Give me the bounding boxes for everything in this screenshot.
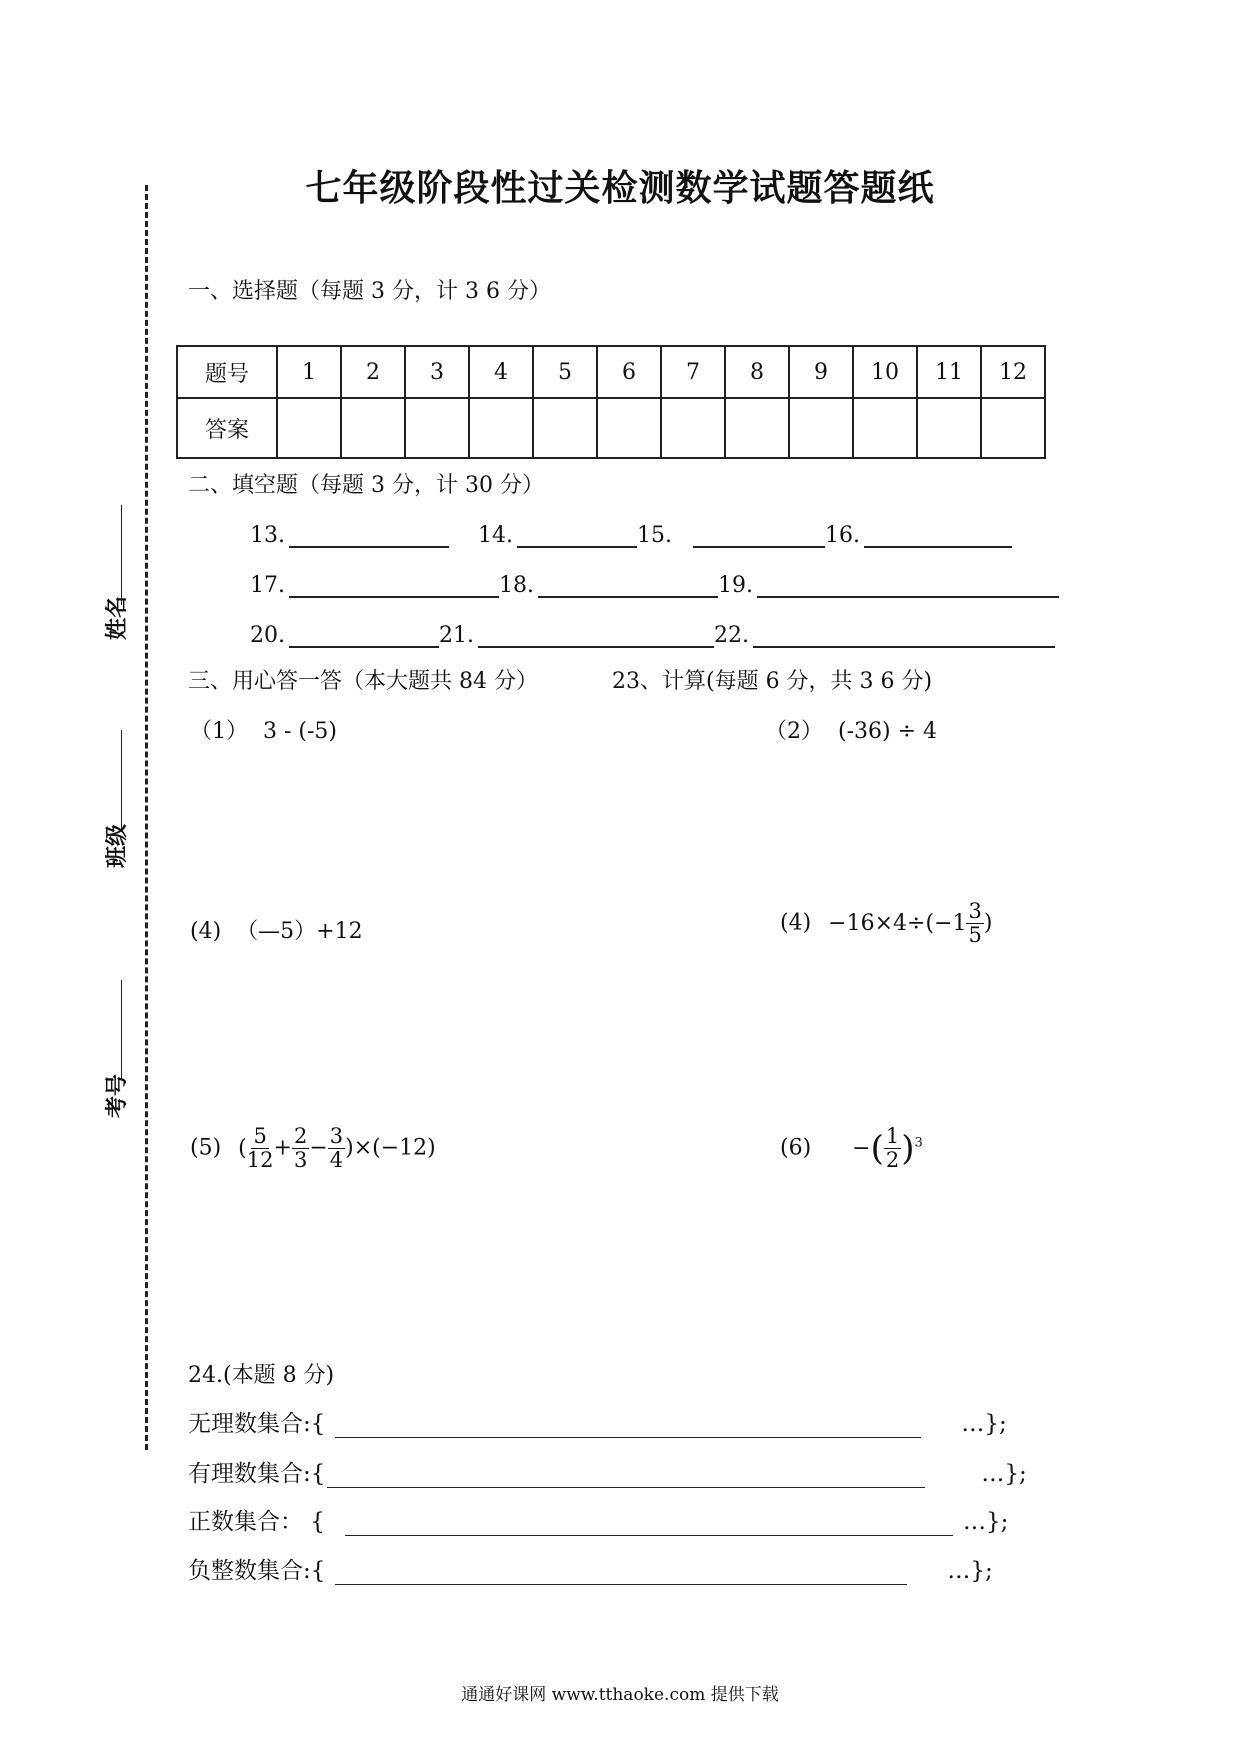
fill-item-label: 14.	[478, 523, 513, 548]
fraction-denominator: 12	[246, 1148, 274, 1173]
open-paren: (	[238, 1135, 247, 1161]
problem-expression: −16×4÷(−1	[828, 910, 967, 936]
fraction-numerator: 1	[885, 1124, 900, 1148]
problem-label: (5)	[190, 1135, 222, 1161]
fraction	[292, 1125, 309, 1172]
row-header-answer: 答案	[177, 398, 277, 458]
row-header-question-no: 题号	[177, 346, 277, 398]
fraction	[884, 1125, 901, 1172]
fill-blank[interactable]	[517, 520, 637, 548]
question-number-cell: 11	[917, 346, 981, 398]
table-row	[177, 346, 1045, 398]
answer-cell[interactable]	[341, 398, 405, 458]
set-label: 有理数集合:{	[188, 1461, 326, 1487]
problem-label: （1）	[190, 719, 248, 744]
answer-cell[interactable]	[917, 398, 981, 458]
side-label-exam-no: 考号	[105, 1073, 130, 1118]
q23-heading: 23、计算(每题 6 分，共 3 6 分)	[612, 669, 933, 694]
answer-cell[interactable]	[277, 398, 341, 458]
answer-cell[interactable]	[533, 398, 597, 458]
answer-table	[176, 345, 1046, 459]
fill-blank[interactable]	[693, 520, 825, 548]
fill-row-3	[250, 620, 1055, 648]
set-label: 正数集合： {	[188, 1509, 325, 1535]
minus-sign: −	[852, 1135, 871, 1161]
set-answer-line[interactable]	[327, 1467, 925, 1488]
question-number-cell: 10	[853, 346, 917, 398]
problem-label: (6)	[780, 1135, 812, 1161]
problem-expression: 3 - (-5)	[263, 719, 338, 744]
section1-heading: 一、选择题（每题 3 分，计 3 6 分）	[188, 279, 551, 304]
page-title: 七年级阶段性过关检测数学试题答题纸	[305, 168, 935, 209]
set-row-negative-integer	[188, 1552, 993, 1585]
fill-item-label: 15.	[637, 523, 672, 548]
fill-row-1	[250, 520, 1012, 548]
problem-label: （2）	[765, 719, 823, 744]
problem-expression: （—5）+12	[236, 919, 363, 944]
class-write-line	[121, 730, 122, 830]
fraction-numerator: 2	[293, 1124, 308, 1148]
right-paren: )	[901, 1128, 915, 1169]
fraction-denominator: 5	[968, 923, 982, 948]
answer-cell[interactable]	[981, 398, 1045, 458]
fraction-numerator: 3	[968, 899, 982, 923]
answer-cell[interactable]	[725, 398, 789, 458]
fraction	[247, 1125, 274, 1172]
fill-item-label: 22.	[714, 623, 749, 648]
set-answer-line[interactable]	[335, 1417, 921, 1438]
question-number-cell: 6	[597, 346, 661, 398]
set-label: 负整数集合:{	[188, 1558, 326, 1584]
fill-blank[interactable]	[289, 520, 449, 548]
question-number-cell: 7	[661, 346, 725, 398]
fill-blank[interactable]	[757, 570, 1059, 598]
problem-6	[780, 1125, 923, 1172]
fill-item-label: 19.	[718, 573, 753, 598]
set-label: 无理数集合:{	[188, 1411, 326, 1437]
answer-cell[interactable]	[853, 398, 917, 458]
question-number-cell: 1	[277, 346, 341, 398]
fraction	[966, 900, 983, 947]
answer-cell[interactable]	[789, 398, 853, 458]
fraction-denominator: 3	[293, 1148, 308, 1173]
fraction	[328, 1125, 345, 1172]
fill-blank[interactable]	[289, 570, 499, 598]
question-number-cell: 2	[341, 346, 405, 398]
section2-heading: 二、填空题（每题 3 分，计 30 分）	[188, 473, 544, 498]
fill-blank[interactable]	[864, 520, 1012, 548]
fill-item-label: 20.	[250, 623, 285, 648]
q24-heading: 24.(本题 8 分)	[188, 1363, 335, 1388]
answer-cell[interactable]	[469, 398, 533, 458]
set-end: …};	[947, 1558, 993, 1584]
problem-expression-tail: )×(−12)	[345, 1135, 436, 1161]
fraction-denominator: 2	[885, 1148, 900, 1173]
set-row-rational	[188, 1455, 1027, 1488]
binding-dashed-line	[145, 185, 148, 1450]
set-end: …};	[981, 1461, 1027, 1487]
question-number-cell: 3	[405, 346, 469, 398]
answer-cell[interactable]	[661, 398, 725, 458]
question-number-cell: 4	[469, 346, 533, 398]
fraction-numerator: 5	[253, 1124, 267, 1148]
operator: +	[273, 1135, 292, 1161]
operator: −	[309, 1135, 328, 1161]
left-paren: (	[870, 1128, 884, 1169]
fill-blank[interactable]	[753, 620, 1055, 648]
fraction-denominator: 4	[329, 1148, 344, 1173]
problem-label: (4)	[780, 910, 812, 936]
fill-item-label: 17.	[250, 573, 285, 598]
answer-cell[interactable]	[597, 398, 661, 458]
question-number-cell: 5	[533, 346, 597, 398]
set-answer-line[interactable]	[335, 1564, 907, 1585]
question-number-cell: 12	[981, 346, 1045, 398]
problem-expression: (-36) ÷ 4	[838, 719, 938, 744]
answer-cell[interactable]	[405, 398, 469, 458]
fill-item-label: 13.	[250, 523, 285, 548]
problem-5	[190, 1125, 436, 1172]
name-write-line	[121, 505, 122, 605]
fill-item-label: 21.	[439, 623, 474, 648]
fill-item-label: 18.	[499, 573, 534, 598]
fill-blank[interactable]	[478, 620, 714, 648]
problem-3	[190, 914, 363, 945]
set-row-positive	[188, 1503, 1008, 1536]
fill-row-2	[250, 570, 1059, 598]
set-end: …};	[961, 1411, 1007, 1437]
problem-2	[765, 714, 937, 745]
footer-credit: 通通好课网 www.tthaoke.com 提供下载	[461, 1685, 779, 1705]
fill-item-label: 16.	[825, 523, 860, 548]
fill-blank[interactable]	[538, 570, 718, 598]
question-number-cell: 8	[725, 346, 789, 398]
exam-no-write-line	[121, 980, 122, 1080]
fill-blank[interactable]	[289, 620, 439, 648]
problem-1	[190, 714, 337, 745]
side-label-name: 姓名	[105, 595, 130, 640]
problem-4	[780, 900, 992, 947]
set-row-irrational	[188, 1405, 1007, 1438]
fraction-numerator: 3	[329, 1124, 344, 1148]
problem-label: (4)	[190, 919, 222, 944]
side-label-class: 班级	[105, 823, 130, 868]
question-number-cell: 9	[789, 346, 853, 398]
exponent: 3	[914, 1135, 923, 1151]
set-end: …};	[962, 1509, 1009, 1535]
problem-expression-close: )	[983, 910, 993, 936]
table-row	[177, 398, 1045, 458]
section3-heading: 三、用心答一答（本大题共 84 分）	[188, 669, 538, 694]
set-answer-line[interactable]	[345, 1515, 953, 1536]
